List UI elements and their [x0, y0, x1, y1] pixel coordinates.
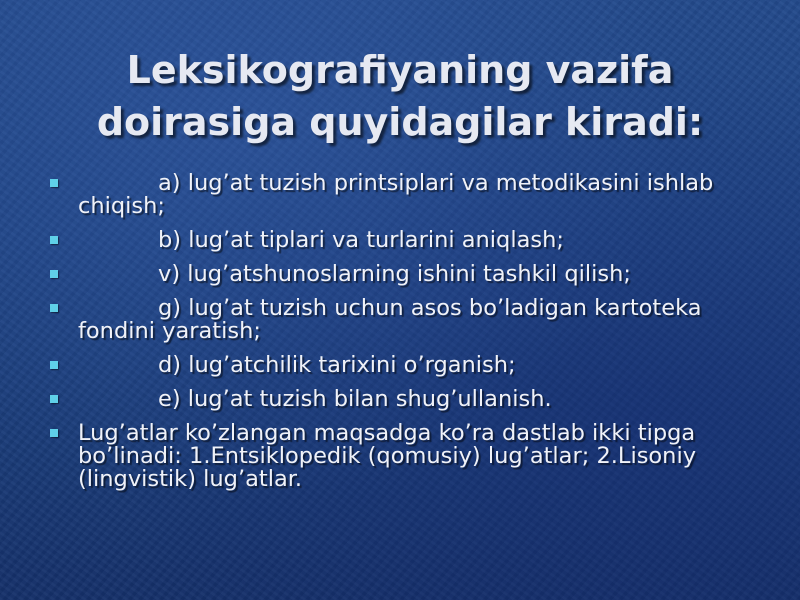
square-bullet-icon [50, 304, 58, 312]
bullet-text: Lug’atlar ko’zlangan maqsadga ko’ra dastlab ikki tipga bo’linadi: 1.Entsiklopedik (qomusiy) lug’atlar; 2.Lisoniy (lingvistik) lug’atlar. [78, 420, 697, 492]
square-bullet-icon [50, 179, 58, 187]
bullet-item [40, 172, 760, 218]
square-bullet-icon [50, 395, 58, 403]
bullet-item [40, 229, 760, 252]
bullet-text: g) lug’at tuzish uchun asos bo’ladigan kartoteka fondini yaratish; [78, 295, 702, 344]
square-bullet-icon [50, 236, 58, 244]
square-bullet-icon [50, 270, 58, 278]
bullet-item [40, 388, 760, 411]
slide-title: Leksikografiyaning vazifa doirasiga quyidagilar kiradi: [96, 48, 704, 144]
square-bullet-icon [50, 429, 58, 437]
bullet-text: a) lug’at tuzish printsiplari va metodikasini ishlab chiqish; [78, 170, 714, 219]
bullet-item [40, 354, 760, 377]
bullet-text: d) lug’atchilik tarixini o’rganish; [158, 352, 516, 378]
bullet-item [40, 297, 760, 343]
bullet-text: b) lug’at tiplari va turlarini aniqlash; [158, 227, 564, 253]
bullet-text: v) lug’atshunoslarning ishini tashkil qilish; [158, 261, 631, 287]
bullet-item [40, 263, 760, 286]
bullet-text: e) lug’at tuzish bilan shug’ullanish. [158, 386, 552, 412]
bullet-item [40, 422, 760, 491]
square-bullet-icon [50, 361, 58, 369]
bullet-list [40, 172, 760, 502]
